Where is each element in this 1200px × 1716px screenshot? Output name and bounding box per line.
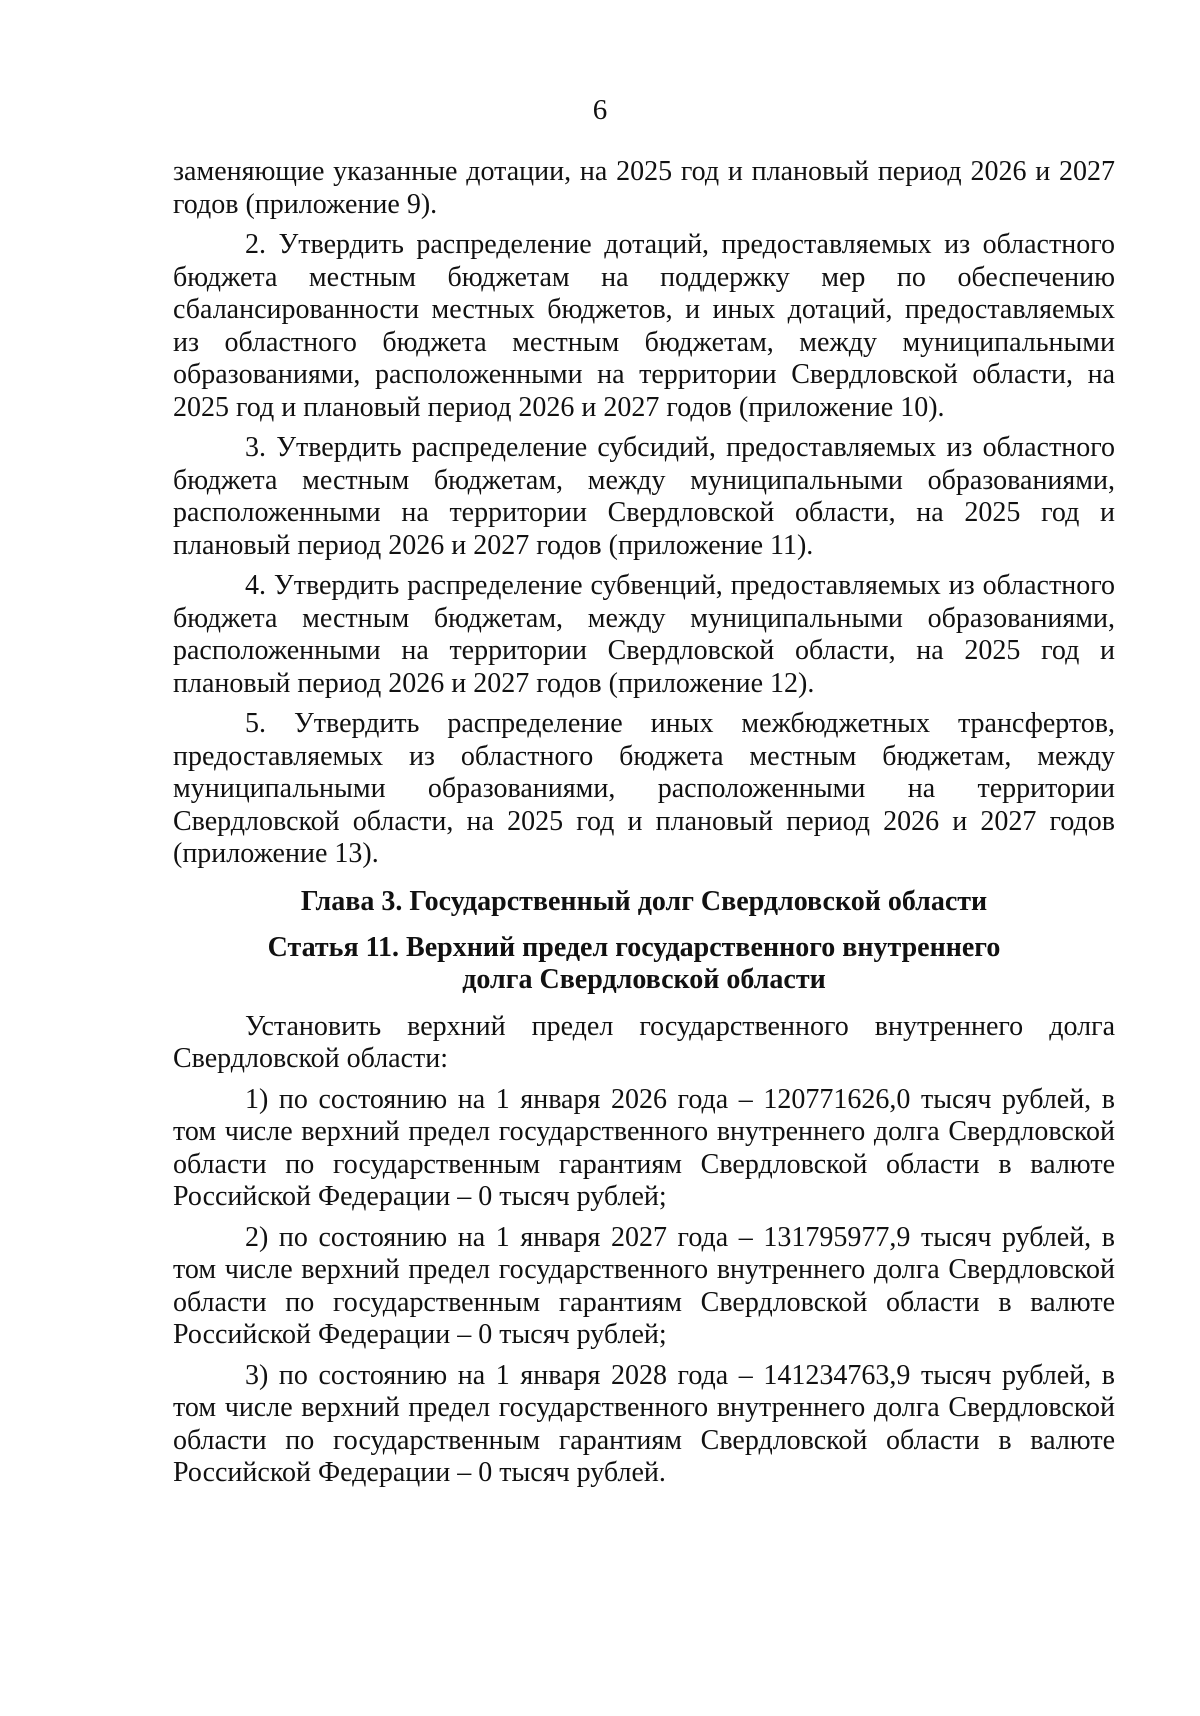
paragraph-item-2: 2. Утвердить распределение дотаций, предоставляемых из областного бюджета местным бюджетам на поддержку мер по обеспечению сбалансированности местных бюджетов, и иных дотаций, предоставляемых из областного бюджета местным бюджетам, между муниципальными образованиями, расположенными на территории Свердловской области, на 2025 год и плановый период 2026 и 2027 годов (приложение 10). xyxy=(173,229,1115,423)
paragraph-item-5: 5. Утвердить распределение иных межбюджетных трансфертов, предоставляемых из областного бюджета местным бюджетам, между муниципальными образованиями, расположенными на территории Свердловской области, на 2025 год и плановый период 2026 и 2027 годов (приложение 13). xyxy=(173,708,1115,869)
paragraph-item-4: 4. Утвердить распределение субвенций, предоставляемых из областного бюджета местным бюджетам, между муниципальными образованиями, расположенными на территории Свердловской области, на 2025 год и плановый период 2026 и 2027 годов (приложение 12). xyxy=(173,570,1115,699)
paragraph-limit-2028: 3) по состоянию на 1 января 2028 года – 141234763,9 тысяч рублей, в том числе верхний предел государственного внутреннего долга Свердловской области по государственным гарантиям Свердловской области в валюте Российской Федерации – 0 тысяч рублей. xyxy=(173,1359,1115,1488)
paragraph-continuation: заменяющие указанные дотации, на 2025 год и плановый период 2026 и 2027 годов (приложение 9). xyxy=(173,156,1115,220)
paragraph-intro: Установить верхний предел государственного внутреннего долга Свердловской области: xyxy=(173,1010,1115,1074)
page-number: 6 xyxy=(592,94,608,126)
paragraph-limit-2027: 2) по состоянию на 1 января 2027 года – 131795977,9 тысяч рублей, в том числе верхний предел государственного внутреннего долга Свердловской области по государственным гарантиям Свердловской области в валюте Российской Федерации – 0 тысяч рублей; xyxy=(173,1221,1115,1350)
article-heading-line-1: Статья 11. Верхний предел государственного внутреннего xyxy=(267,931,1001,963)
document-body xyxy=(173,156,1115,1498)
article-heading xyxy=(173,932,1115,997)
chapter-heading: Глава 3. Государственный долг Свердловской области xyxy=(300,885,988,917)
article-heading-line-2: долга Свердловской области xyxy=(462,964,826,995)
paragraph-item-3: 3. Утвердить распределение субсидий, предоставляемых из областного бюджета местным бюджетам, между муниципальными образованиями, расположенными на территории Свердловской области, на 2025 год и плановый период 2026 и 2027 годов (приложение 11). xyxy=(173,432,1115,561)
paragraph-limit-2026: 1) по состоянию на 1 января 2026 года – 120771626,0 тысяч рублей, в том числе верхний предел государственного внутреннего долга Свердловской области по государственным гарантиям Свердловской области в валюте Российской Федерации – 0 тысяч рублей; xyxy=(173,1083,1115,1212)
